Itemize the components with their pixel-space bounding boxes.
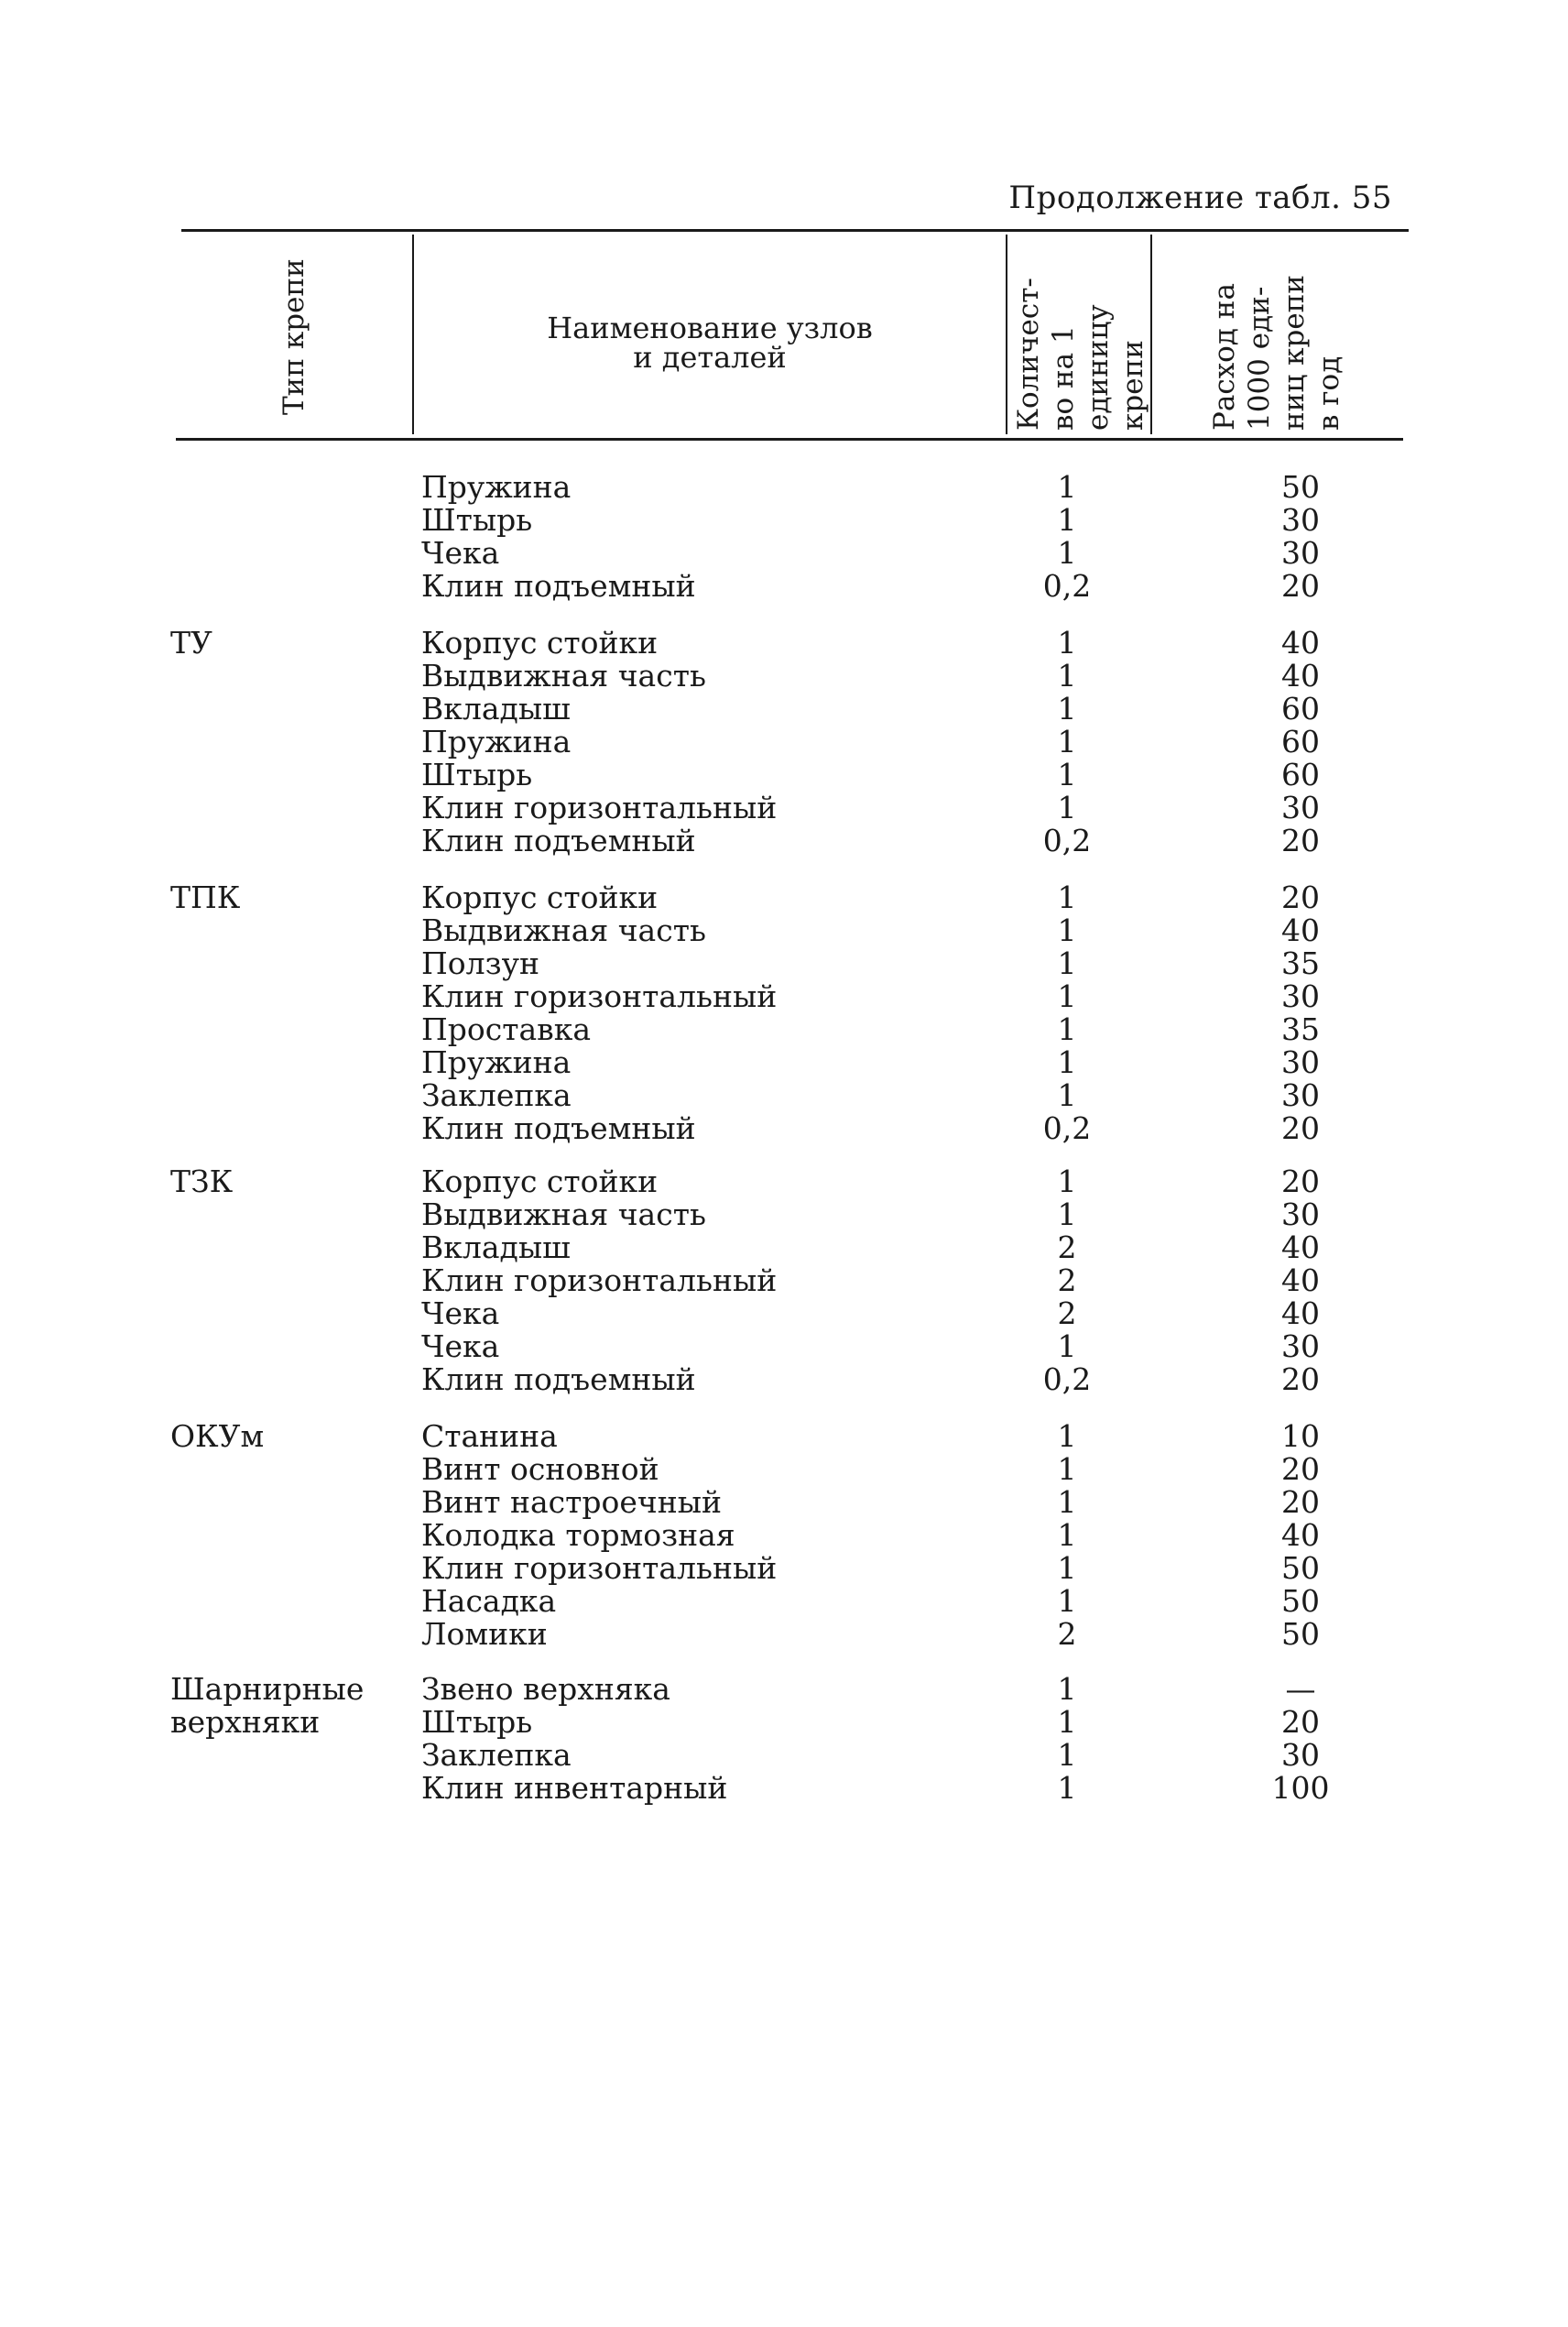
table-row: [0, 1519, 1568, 1552]
annual-consumption: 30: [1281, 1196, 1320, 1232]
annual-consumption: 60: [1281, 757, 1320, 792]
annual-consumption: 40: [1281, 625, 1320, 661]
part-name: Проставка: [421, 1011, 592, 1047]
annual-consumption: 40: [1281, 1295, 1320, 1331]
quantity-per-unit: 2: [1057, 1616, 1077, 1652]
table-row: [0, 1198, 1568, 1231]
part-name: Клин подъемный: [421, 823, 696, 858]
quantity-per-unit: 1: [1057, 790, 1077, 825]
header-name: Наименование узлов и деталей: [547, 311, 873, 375]
annual-consumption: 40: [1281, 1229, 1320, 1265]
quantity-per-unit: 1: [1057, 658, 1077, 694]
part-name: Штырь: [421, 502, 533, 538]
part-name: Клин горизонтальный: [421, 1262, 778, 1298]
header-qty: Количест- во на 1 единицу крепи: [1012, 278, 1149, 431]
quantity-per-unit: 1: [1057, 1011, 1077, 1047]
annual-consumption: 10: [1281, 1418, 1320, 1454]
table-row: [0, 1330, 1568, 1363]
quantity-per-unit: 1: [1057, 502, 1077, 538]
quantity-per-unit: 1: [1057, 1517, 1077, 1553]
quantity-per-unit: 0,2: [1042, 1110, 1092, 1146]
table-row: [0, 1552, 1568, 1585]
row-group: [0, 1673, 1568, 1805]
quantity-per-unit: 1: [1057, 912, 1077, 948]
table-row: [0, 759, 1568, 792]
annual-consumption: 20: [1281, 1704, 1320, 1740]
header-divider: [1150, 235, 1152, 434]
part-name: Выдвижная часть: [421, 1196, 706, 1232]
annual-consumption: 20: [1281, 823, 1320, 858]
part-name: Корпус стойки: [421, 625, 659, 661]
part-name: Корпус стойки: [421, 879, 659, 915]
part-name: Клин подъемный: [421, 568, 696, 604]
table-row: [0, 1297, 1568, 1330]
part-name: Пружина: [421, 1044, 572, 1080]
part-name: Клин горизонтальный: [421, 1550, 778, 1586]
part-name: Клин подъемный: [421, 1361, 696, 1397]
quantity-per-unit: 2: [1057, 1295, 1077, 1331]
part-name: Штырь: [421, 1704, 533, 1740]
annual-consumption: 30: [1281, 1044, 1320, 1080]
part-name: Вкладыш: [421, 1229, 571, 1265]
quantity-per-unit: 0,2: [1042, 1361, 1092, 1397]
quantity-per-unit: 1: [1057, 625, 1077, 661]
table-row: [0, 1486, 1568, 1519]
part-name: Чека: [421, 535, 500, 571]
table-row: [0, 1673, 1568, 1706]
annual-consumption: 50: [1281, 469, 1320, 505]
table-row: [0, 693, 1568, 726]
quantity-per-unit: 1: [1057, 1671, 1077, 1707]
table-row: [0, 1739, 1568, 1772]
type-label: ТЗК: [170, 1164, 234, 1199]
table-caption: Продолжение табл. 55: [1008, 180, 1392, 216]
annual-consumption: 40: [1281, 912, 1320, 948]
annual-consumption: 50: [1281, 1583, 1320, 1619]
quantity-per-unit: 2: [1057, 1262, 1077, 1298]
quantity-per-unit: 1: [1057, 879, 1077, 915]
table-row: [0, 825, 1568, 858]
quantity-per-unit: 1: [1057, 1044, 1077, 1080]
quantity-per-unit: 2: [1057, 1229, 1077, 1265]
table-row: [0, 1079, 1568, 1112]
table-row: [0, 1363, 1568, 1396]
annual-consumption: 30: [1281, 1328, 1320, 1364]
annual-consumption: 60: [1281, 724, 1320, 759]
part-name: Чека: [421, 1295, 500, 1331]
annual-consumption: 20: [1281, 1164, 1320, 1199]
table-row: [0, 1112, 1568, 1145]
row-group: [0, 1165, 1568, 1396]
part-name: Клин инвентарный: [421, 1770, 728, 1806]
quantity-per-unit: 1: [1057, 691, 1077, 727]
table-header-rule: [176, 438, 1403, 441]
part-name: Станина: [421, 1418, 558, 1454]
part-name: Заклепка: [421, 1077, 572, 1113]
header-use: Расход на 1000 еди- ниц крепи в год: [1208, 274, 1345, 431]
quantity-per-unit: 1: [1057, 1077, 1077, 1113]
header-type: Тип крепи: [278, 258, 310, 416]
quantity-per-unit: 1: [1057, 1484, 1077, 1520]
quantity-per-unit: 1: [1057, 1164, 1077, 1199]
part-name: Пружина: [421, 724, 572, 759]
row-group: [0, 627, 1568, 858]
row-group: [0, 471, 1568, 603]
annual-consumption: 35: [1281, 1011, 1320, 1047]
table-row: [0, 914, 1568, 947]
table-row: [0, 1046, 1568, 1079]
part-name: Пружина: [421, 469, 572, 505]
table-row: [0, 1618, 1568, 1651]
quantity-per-unit: 1: [1057, 757, 1077, 792]
quantity-per-unit: 1: [1057, 978, 1077, 1014]
part-name: Выдвижная часть: [421, 912, 706, 948]
part-name: Чека: [421, 1328, 500, 1364]
quantity-per-unit: 1: [1057, 1737, 1077, 1773]
annual-consumption: 40: [1281, 1517, 1320, 1553]
quantity-per-unit: 1: [1057, 1418, 1077, 1454]
part-name: Клин подъемный: [421, 1110, 696, 1146]
annual-consumption: 20: [1281, 1361, 1320, 1397]
part-name: Вкладыш: [421, 691, 571, 727]
annual-consumption: 20: [1281, 1484, 1320, 1520]
table-row: [0, 504, 1568, 537]
table-row: [0, 1165, 1568, 1198]
part-name: Клин горизонтальный: [421, 978, 778, 1014]
annual-consumption: 30: [1281, 1737, 1320, 1773]
quantity-per-unit: 1: [1057, 1451, 1077, 1487]
annual-consumption: 30: [1281, 502, 1320, 538]
table-row: [0, 1453, 1568, 1486]
annual-consumption: 20: [1281, 568, 1320, 604]
part-name: Колодка тормозная: [421, 1517, 735, 1553]
table-row: [0, 792, 1568, 825]
table-row: [0, 980, 1568, 1013]
table-row: [0, 537, 1568, 570]
type-label: ОКУм: [170, 1418, 265, 1454]
part-name: Выдвижная часть: [421, 658, 706, 694]
annual-consumption: 40: [1281, 1262, 1320, 1298]
table-row: [0, 947, 1568, 980]
table-row: [0, 1706, 1568, 1739]
part-name: Заклепка: [421, 1737, 572, 1773]
annual-consumption: 40: [1281, 658, 1320, 694]
part-name: Звено верхняка: [421, 1671, 670, 1707]
table-row: [0, 1013, 1568, 1046]
part-name: Штырь: [421, 757, 533, 792]
annual-consumption: 100: [1271, 1770, 1330, 1806]
part-name: Винт настроечный: [421, 1484, 722, 1520]
quantity-per-unit: 1: [1057, 724, 1077, 759]
annual-consumption: 30: [1281, 1077, 1320, 1113]
quantity-per-unit: 1: [1057, 1550, 1077, 1586]
annual-consumption: 30: [1281, 978, 1320, 1014]
annual-consumption: 50: [1281, 1550, 1320, 1586]
annual-consumption: 20: [1281, 1451, 1320, 1487]
quantity-per-unit: 1: [1057, 1704, 1077, 1740]
table-row: [0, 660, 1568, 693]
header-divider: [412, 235, 414, 434]
table-row: [0, 1772, 1568, 1805]
annual-consumption: 50: [1281, 1616, 1320, 1652]
quantity-per-unit: 1: [1057, 1583, 1077, 1619]
quantity-per-unit: 1: [1057, 1196, 1077, 1232]
table-row: [0, 1264, 1568, 1297]
type-label: ТУ: [170, 625, 212, 661]
table-row: [0, 1231, 1568, 1264]
annual-consumption: 20: [1281, 879, 1320, 915]
quantity-per-unit: 0,2: [1042, 823, 1092, 858]
header-divider: [1006, 235, 1007, 434]
quantity-per-unit: 1: [1057, 469, 1077, 505]
table-row: [0, 1420, 1568, 1453]
part-name: Ломики: [421, 1616, 548, 1652]
row-group: [0, 1420, 1568, 1651]
part-name: Насадка: [421, 1583, 557, 1619]
row-group: [0, 881, 1568, 1145]
table-row: [0, 1585, 1568, 1618]
part-name: Клин горизонтальный: [421, 790, 778, 825]
annual-consumption: 20: [1281, 1110, 1320, 1146]
table-row: [0, 471, 1568, 504]
table-row: [0, 570, 1568, 603]
annual-consumption: 60: [1281, 691, 1320, 727]
table-row: [0, 627, 1568, 660]
quantity-per-unit: 1: [1057, 1770, 1077, 1806]
quantity-per-unit: 1: [1057, 945, 1077, 981]
table-top-rule: [181, 229, 1409, 232]
annual-consumption: 35: [1281, 945, 1320, 981]
annual-consumption: 30: [1281, 535, 1320, 571]
quantity-per-unit: 0,2: [1042, 568, 1092, 604]
quantity-per-unit: 1: [1057, 535, 1077, 571]
annual-consumption: —: [1285, 1671, 1316, 1707]
part-name: Винт основной: [421, 1451, 659, 1487]
part-name: Корпус стойки: [421, 1164, 659, 1199]
table-row: [0, 881, 1568, 914]
annual-consumption: 30: [1281, 790, 1320, 825]
quantity-per-unit: 1: [1057, 1328, 1077, 1364]
type-label: Шарнирные верхняки: [170, 1671, 365, 1740]
part-name: Ползун: [421, 945, 540, 981]
type-label: ТПК: [170, 879, 241, 915]
table-row: [0, 726, 1568, 759]
